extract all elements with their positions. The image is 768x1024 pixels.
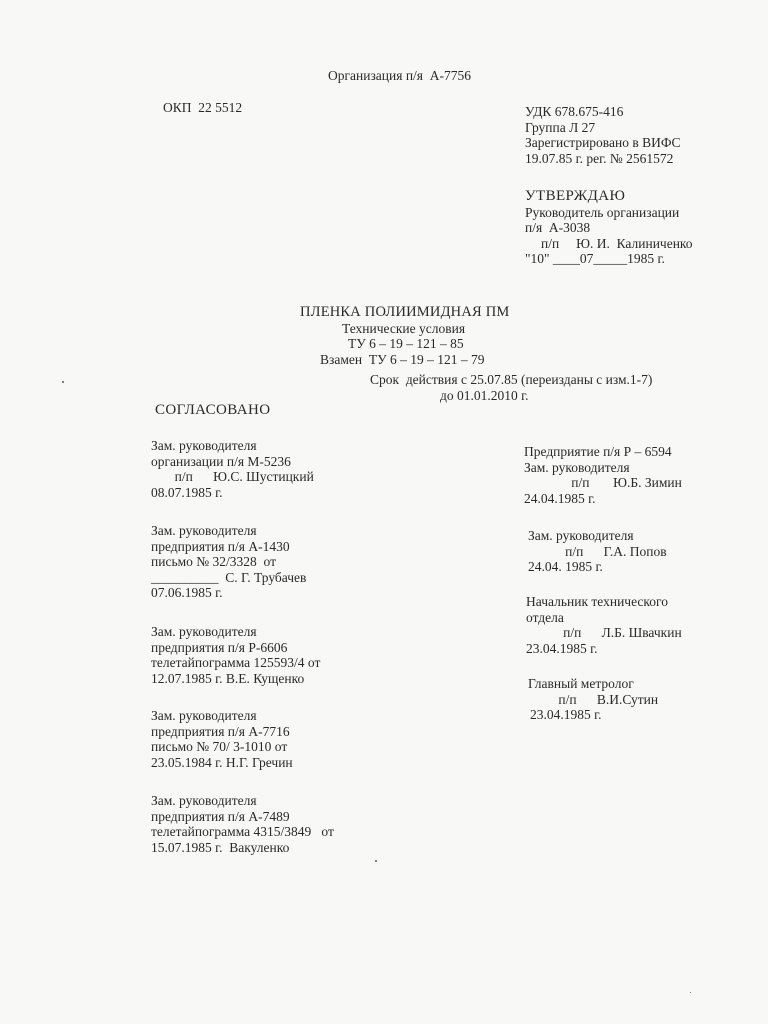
- organization-header: [328, 68, 471, 84]
- okp-code: [163, 100, 242, 116]
- udk-line: УДК 678.675-416: [525, 104, 624, 119]
- approval-heading: УТВЕРЖДАЮ: [525, 188, 626, 204]
- signatory-line: Зам. руководителя: [151, 793, 257, 808]
- signatory-line: 23.04.1985 г.: [526, 640, 598, 656]
- agreed-left-3: [151, 624, 320, 686]
- signatory-line: п/п Л.Б. Швачкин: [526, 625, 682, 640]
- validity-block: [370, 372, 652, 403]
- organization-line: Организация п/я А-7756: [328, 68, 472, 83]
- signatory-line: 23.05.1984 г. Н.Г. Гречин: [151, 754, 293, 770]
- signatory-line: Предприятие п/я Р – 6594: [524, 444, 672, 459]
- signatory-line: 08.07.1985 г.: [151, 484, 223, 500]
- signatory-line: 12.07.1985 г. В.Е. Кущенко: [151, 670, 305, 686]
- signatory-line: письмо № 32/3328 от: [151, 554, 276, 569]
- approval-block: [525, 189, 693, 267]
- doc-code: ТУ 6 – 19 – 121 – 85: [348, 336, 464, 351]
- signatory-line: отдела: [526, 609, 564, 625]
- signatory-line: п/п Ю.С. Шустицкий: [151, 469, 314, 484]
- signatory-line: Зам. руководителя: [151, 438, 257, 453]
- signatory-line: Зам. руководителя: [528, 528, 634, 543]
- signatory-line: предприятия п/я Р-6606: [151, 639, 288, 655]
- signatory-line: п/п В.И.Сутин: [528, 691, 659, 707]
- signatory-line: Зам. руководителя: [524, 459, 630, 475]
- approval-signature: п/п Ю. И. Калиниченко: [541, 235, 693, 251]
- signatory-line: организации п/я М-5236: [151, 453, 291, 469]
- agreed-heading-block: [155, 403, 270, 419]
- agreed-heading: СОГЛАСОВАНО: [155, 402, 271, 418]
- signatory-line: 24.04. 1985 г.: [528, 559, 603, 574]
- signatory-line: Главный метролог: [528, 676, 634, 691]
- signatory-line: Зам. руководителя: [151, 523, 257, 538]
- registered-line: Зарегистрировано в ВИФС: [525, 135, 681, 150]
- scan-speck: [690, 992, 691, 993]
- title-block: [300, 305, 509, 367]
- signatory-line: Начальник технического: [526, 594, 668, 609]
- signatory-line: 24.04.1985 г.: [524, 490, 596, 506]
- agreed-left-5: [151, 793, 334, 855]
- agreed-left-1: [151, 438, 314, 500]
- group-line: Группа Л 27: [525, 119, 596, 135]
- validity-until-line: до 01.01.2010 г.: [440, 387, 529, 403]
- replaces-line: Взамен ТУ 6 – 19 – 121 – 79: [320, 351, 485, 367]
- signatory-line: 15.07.1985 г. Вакуленко: [151, 839, 290, 855]
- agreed-left-2: [151, 523, 306, 601]
- scan-speck: [375, 860, 377, 862]
- reg-date-line: 19.07.85 г. рег. № 2561572: [525, 150, 674, 166]
- scan-speck: [62, 381, 64, 383]
- agreed-right-4: [528, 676, 658, 723]
- signatory-line: п/п Ю.Б. Зимин: [524, 475, 682, 490]
- signatory-line: Зам. руководителя: [151, 708, 257, 723]
- signatory-line: предприятия п/я А-7716: [151, 723, 290, 739]
- signatory-line: Зам. руководителя: [151, 624, 257, 639]
- validity-line: Срок действия с 25.07.85 (переизданы с изм.1-7): [370, 372, 653, 387]
- registration-block: [525, 104, 681, 166]
- signatory-line: телетайпограмма 4315/3849 от: [151, 824, 334, 839]
- agreed-right-3: [526, 594, 682, 656]
- signatory-line: __________ С. Г. Трубачев: [151, 569, 307, 585]
- agreed-left-4: [151, 708, 293, 770]
- signatory-line: 23.04.1985 г.: [530, 707, 602, 722]
- agreed-right-1: [524, 444, 682, 506]
- doc-type: Технические условия: [342, 320, 466, 336]
- signatory-line: предприятия п/я А-7489: [151, 808, 290, 824]
- approval-role: Руководитель организации: [525, 204, 680, 220]
- signatory-line: п/п Г.А. Попов: [528, 543, 667, 559]
- signatory-line: 07.06.1985 г.: [151, 585, 223, 600]
- signatory-line: предприятия п/я А-1430: [151, 538, 290, 554]
- agreed-right-2: [528, 528, 667, 575]
- signatory-line: письмо № 70/ 3-1010 от: [151, 739, 288, 754]
- signatory-line: телетайпограмма 125593/4 от: [151, 655, 321, 670]
- okp-line: ОКП 22 5512: [163, 100, 243, 115]
- product-title: ПЛЕНКА ПОЛИИМИДНАЯ ПМ: [300, 304, 510, 320]
- approval-org: п/я А-3038: [525, 220, 591, 235]
- approval-date: "10" ____07_____1985 г.: [525, 251, 665, 266]
